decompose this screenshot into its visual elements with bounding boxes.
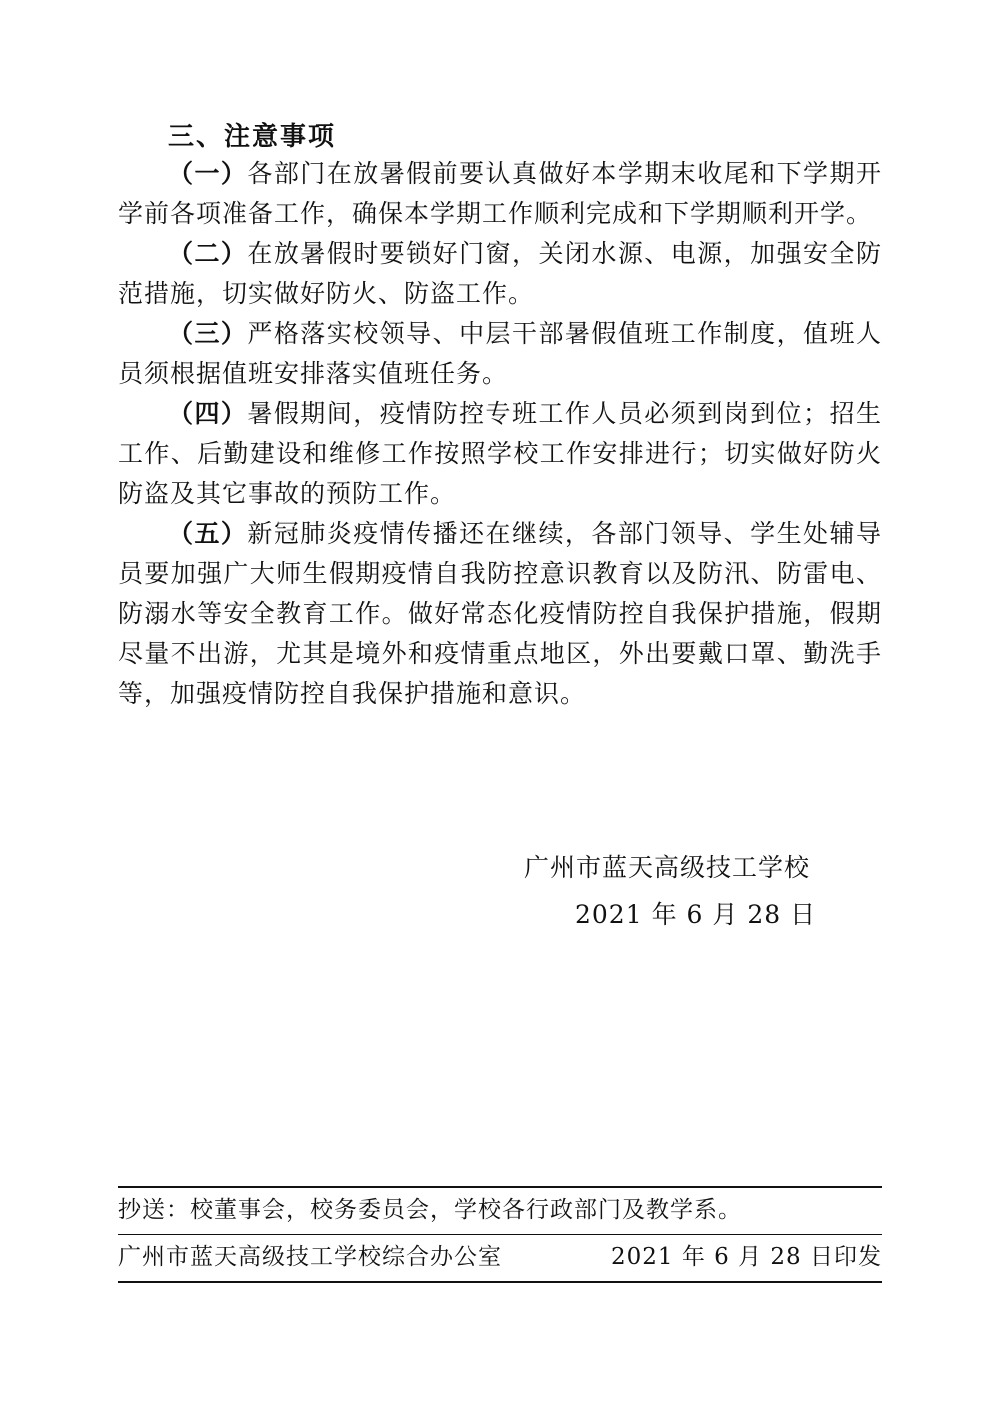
- issue-date: 2021 年 6 月 28 日印发: [611, 1244, 882, 1270]
- notice-body: [118, 154, 882, 714]
- footer-block: [118, 1186, 882, 1283]
- item-text: 新冠肺炎疫情传播还在继续，各部门领导、学生处辅导员要加强广大师生假期疫情自我防控意识教育以及防汛、防雷电、防溺水等安全教育工作。做好常态化疫情防控自我保护措施，假期尽量不出游，尤其是境外和疫情重点地区，外出要戴口罩、勤洗手等，加强疫情防控自我保护措施和意识。: [118, 519, 882, 708]
- notice-item-4: [118, 394, 882, 514]
- item-number: （五）: [168, 519, 248, 548]
- item-number: （四）: [168, 399, 248, 428]
- section-title: 三、注意事项: [168, 122, 337, 152]
- item-number: （二）: [168, 239, 248, 268]
- notice-item-2: [118, 234, 882, 314]
- footer-issuer-row: [118, 1235, 882, 1281]
- signature-organization: 广州市蓝天高级技工学校: [524, 853, 811, 882]
- item-text: 严格落实校领导、中层干部暑假值班工作制度，值班人员须根据值班安排落实值班任务。: [118, 319, 882, 388]
- cc-text: 抄送：校董事会，校务委员会，学校各行政部门及教学系。: [118, 1197, 742, 1223]
- notice-item-3: [118, 314, 882, 394]
- notice-item-1: [118, 154, 882, 234]
- issuer-office: 广州市蓝天高级技工学校综合办公室: [118, 1244, 502, 1270]
- footer-cc-row: [118, 1188, 882, 1234]
- item-text: 各部门在放暑假前要认真做好本学期末收尾和下学期开学前各项准备工作，确保本学期工作顺利完成和下学期顺利开学。: [118, 159, 882, 228]
- item-text: 暑假期间，疫情防控专班工作人员必须到岗到位；招生工作、后勤建设和维修工作按照学校工作安排进行；切实做好防火防盗及其它事故的预防工作。: [118, 399, 882, 508]
- footer-bottom-rule: [118, 1281, 882, 1283]
- notice-item-5: [118, 514, 882, 714]
- item-number: （一）: [168, 159, 248, 188]
- signature-date: 2021 年 6 月 28 日: [575, 900, 817, 929]
- item-text: 在放暑假时要锁好门窗，关闭水源、电源，加强安全防范措施，切实做好防火、防盗工作。: [118, 239, 882, 308]
- item-number: （三）: [168, 319, 248, 348]
